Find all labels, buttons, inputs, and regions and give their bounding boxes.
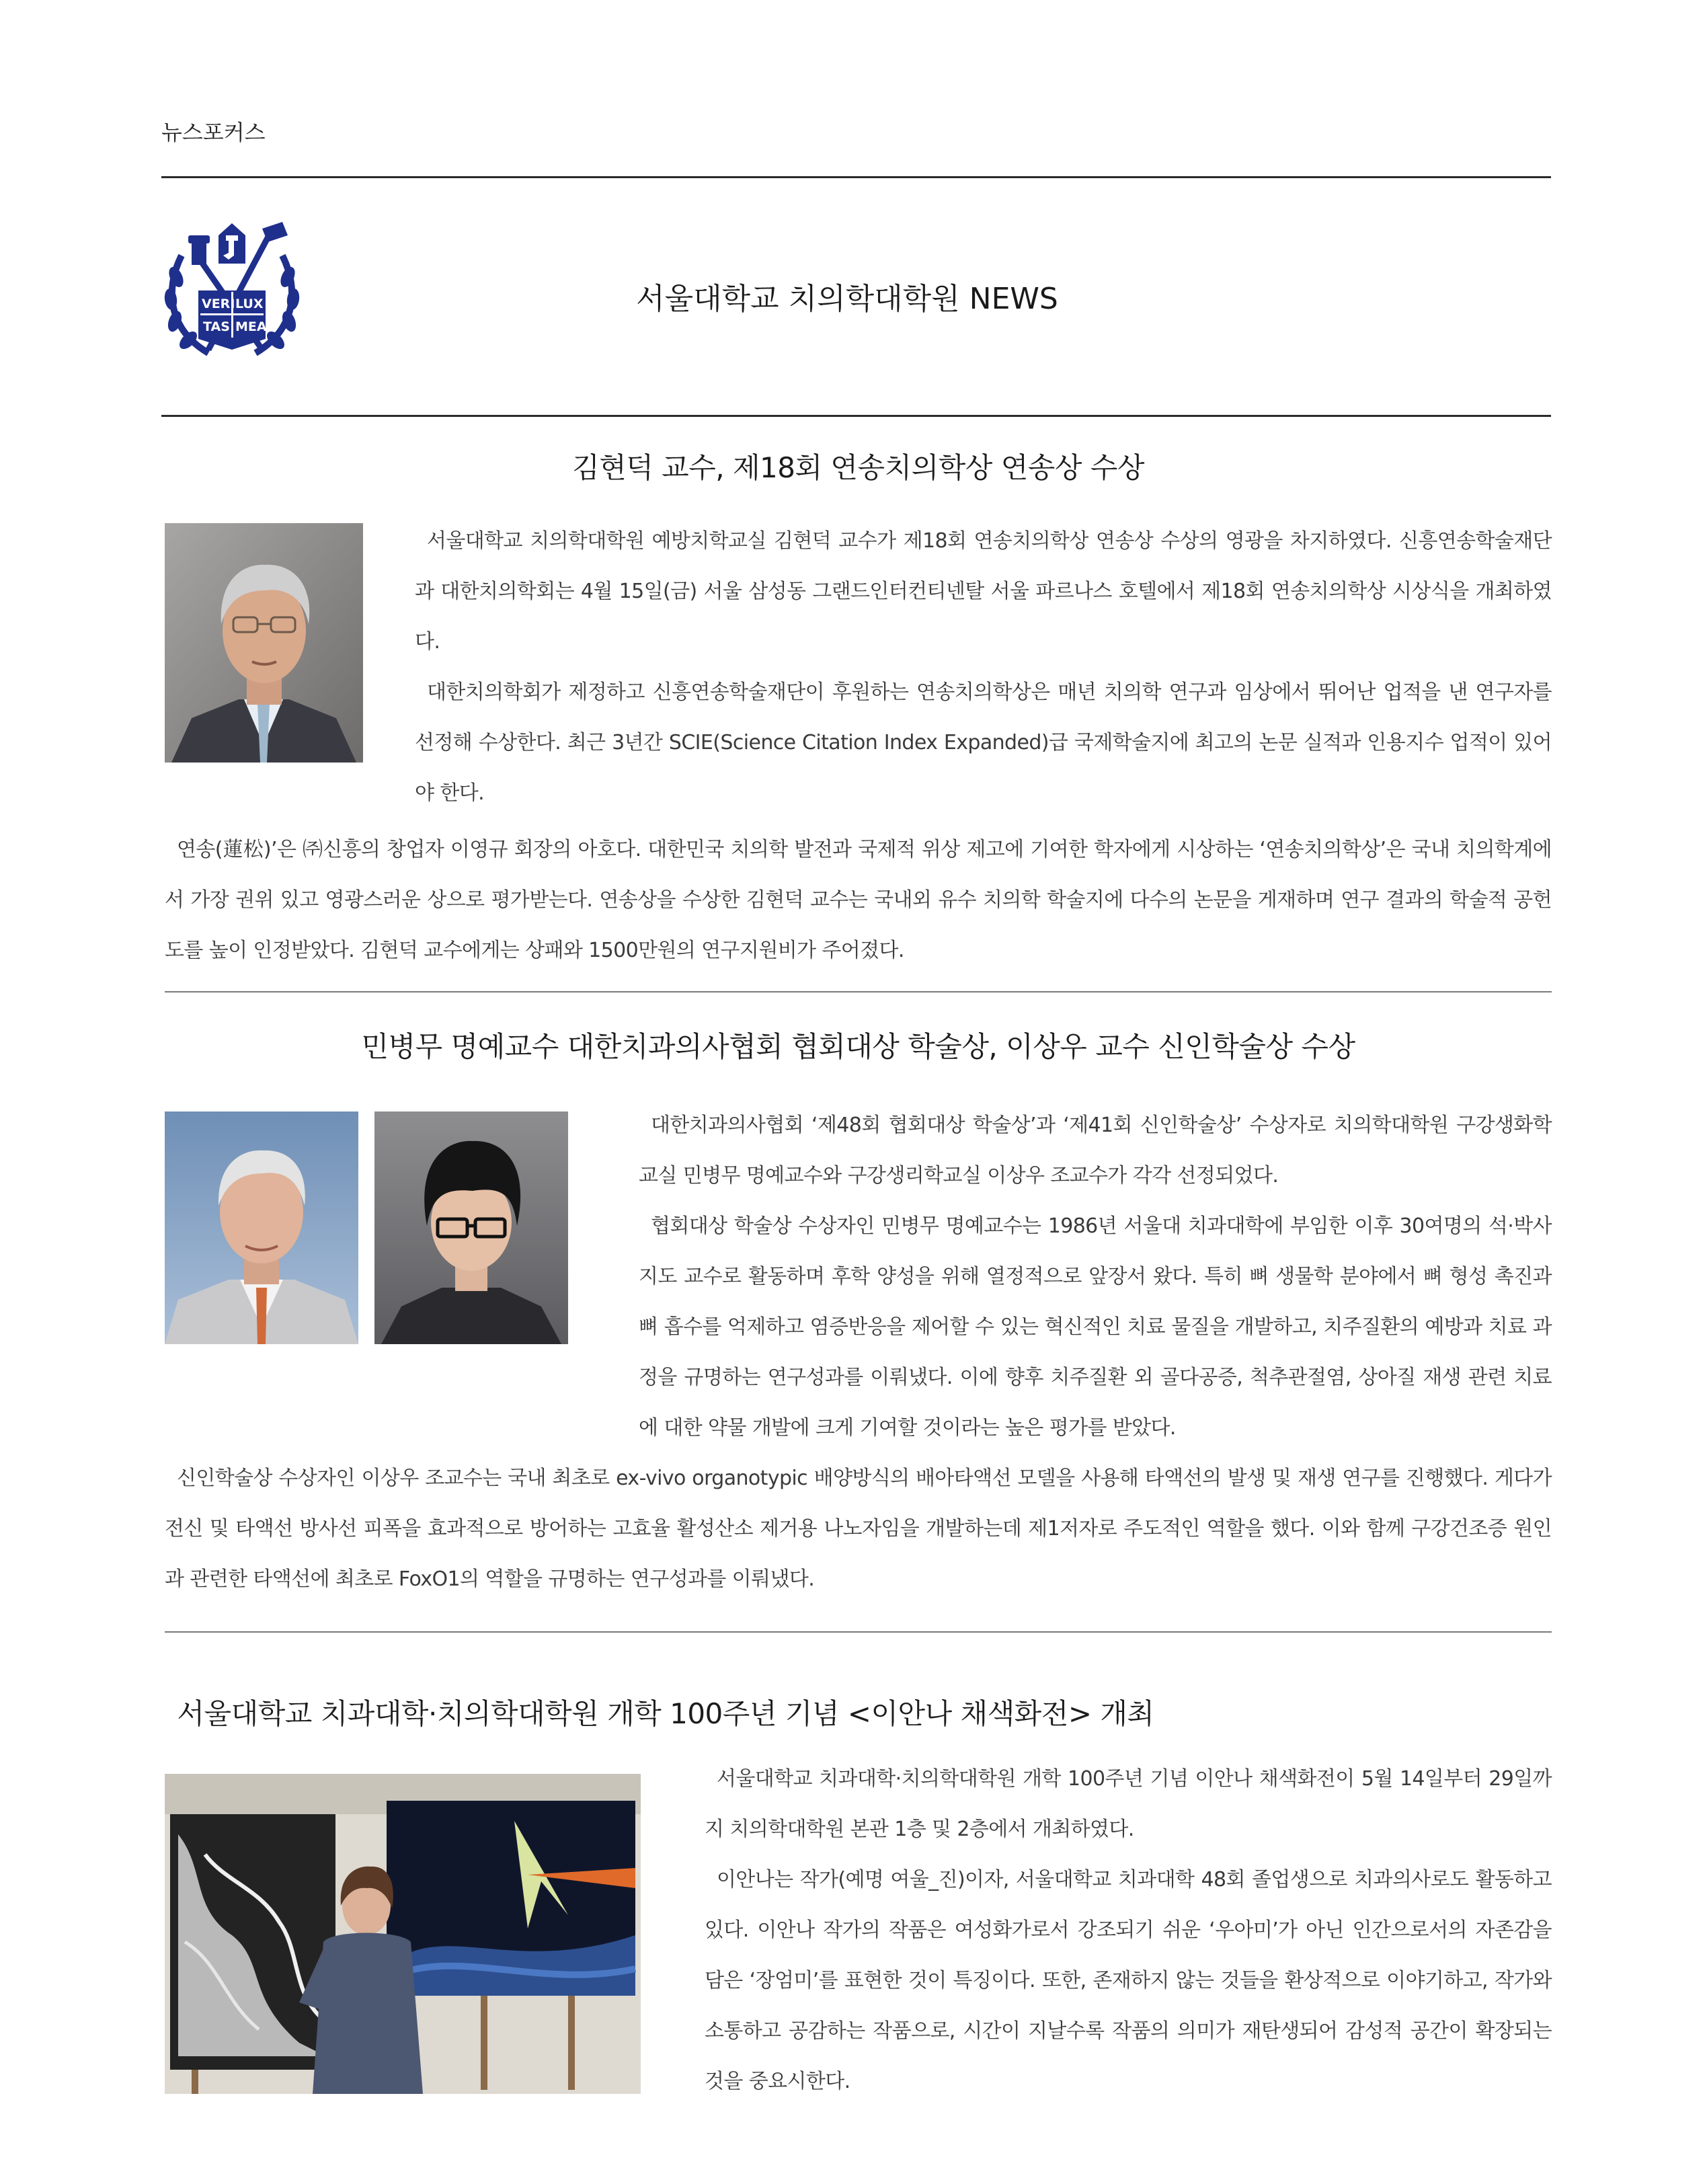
article2-body-top [639, 1100, 1552, 1201]
article1-divider [165, 991, 1552, 992]
article1-paragraph-1: 서울대학교 치의학대학원 예방치학교실 김현덕 교수가 제18회 연송치의학상 연송상 수상의 영광을 차지하였다. 신흥연송학술재단과 대한치의학회는 4월 15일(금) 서울 삼성동 그랜드인터컨티넨탈 서울 파르나스 호텔에서 제18회 연송치의학상 시상식을 개최하였다. [415, 529, 1552, 654]
article1-body-bottom [165, 824, 1552, 976]
logo-text-mea: MEA [235, 319, 267, 334]
article1-portrait [165, 523, 363, 763]
article2-divider [165, 1631, 1552, 1633]
logo-text-veri: VERI [202, 297, 235, 311]
article2-paragraph-1: 대한치과의사협회 ‘제48회 협회대상 학술상’과 ‘제41회 신인학술상’ 수상자로 치의학대학원 구강생화학교실 민병무 명예교수와 구강생리학교실 이상우 조교수가 각각 선정되었다. [639, 1114, 1552, 1187]
article2-paragraph-3: 신인학술상 수상자인 이상우 조교수는 국내 최초로 ex-vivo organotypic 배양방식의 배아타액선 모델을 사용해 타액선의 발생 및 재생 연구를 진행했다. 게다가 전신 및 타액선 방사선 피폭을 효과적으로 방어하는 고효율 활성산소 제거용 나노자임을 개발하는데 제1저자로 주도적인 역할을 했다. 이와 함께 구강건조증 원인과 관련한 타액선에 최초로 FoxO1의 역할을 규명하는 연구성과를 이뤄냈다. [165, 1467, 1552, 1591]
banner-divider [161, 415, 1551, 417]
logo-text-lux: LUX [235, 297, 264, 311]
banner-title: 서울대학교 치의학대학원 NEWS [636, 282, 1058, 316]
article1-title: 김현덕 교수, 제18회 연송치의학상 연송상 수상 [572, 451, 1144, 484]
article1-paragraph-2: 대한치의학회가 제정하고 신흥연송학술재단이 후원하는 연송치의학상은 매년 치의학 연구과 임상에서 뛰어난 업적을 낸 연구자를 선정해 수상한다. 최근 3년간 SCIE(Science Citation Index Expanded)급 국제학술지에 최고의 논문 실적과 인용지수 업적이 있어야 한다. [415, 680, 1552, 805]
article1-body-top [415, 516, 1552, 818]
header-divider [161, 176, 1551, 178]
article2-title: 민병무 명예교수 대한치과의사협회 협회대상 학술상, 이상우 교수 신인학술상 수상 [361, 1030, 1355, 1063]
snu-logo [161, 215, 303, 364]
article3-paragraph-2: 이안나는 작가(예명 여울_진)이자, 서울대학교 치과대학 48회 졸업생으로 치과의사로도 활동하고 있다. 이안나 작가의 작품은 여성화가로서 강조되기 쉬운 ‘우아미’가 아닌 인간으로서의 자존감을 담은 ‘장엄미’를 표현한 것이 특징이다. 또한, 존재하지 않는 것들을 환상적으로 이야기하고, 작가와 소통하고 공감하는 작품으로, 시간이 지날수록 작품의 의미가 재탄생되어 감성적 공간이 확장되는 것을 중요시한다. [705, 1868, 1552, 2093]
article3-paragraph-1: 서울대학교 치과대학·치의학대학원 개학 100주년 기념 이안나 채색화전이 5월 14일부터 29일까지 치의학대학원 본관 1층 및 2층에서 개최하였다. [705, 1767, 1552, 1841]
article3-exhibition-photo [165, 1774, 641, 2094]
article1-paragraph-3: 연송(蓮松)’은 ㈜신흥의 창업자 이영규 회장의 아호다. 대한민국 치의학 발전과 국제적 위상 제고에 기여한 학자에게 시상하는 ‘연송치의학상’은 국내 치의학계에서 가장 권위 있고 영광스러운 상으로 평가받는다. 연송상을 수상한 김현덕 교수는 국내외 유수 치의학 학술지에 다수의 논문을 게재하며 연구 결과의 학술적 공헌도를 높이 인정받았다. 김현덕 교수에게는 상패와 1500만원의 연구지원비가 주어졌다. [165, 838, 1552, 962]
section-label: 뉴스포커스 [161, 120, 266, 145]
article2-paragraph-2: 협회대상 학술상 수상자인 민병무 명예교수는 1986년 서울대 치과대학에 부임한 이후 30여명의 석·박사 지도 교수로 활동하며 후학 양성을 위해 열정적으로 앞장서 왔다. 특히 뼈 생물학 분야에서 뼈 형성 촉진과 뼈 흡수를 억제하고 염증반응을 제어할 수 있는 혁신적인 치료 물질을 개발하고, 치주질환의 예방과 치료 과정을 규명하는 연구성과를 이뤄냈다. 이에 향후 치주질환 외 골다공증, 척추관절염, 상아질 재생 관련 치료에 대한 약물 개발에 크게 기여할 것이라는 높은 평가를 받았다. [639, 1214, 1552, 1440]
article2-body-bottom [165, 1201, 1552, 1604]
article3-body [705, 1754, 1552, 2107]
article3-title: 서울대학교 치과대학·치의학대학원 개학 100주년 기념 <이안나 채색화전> 개최 [177, 1697, 1154, 1730]
logo-text-tas: TAS [203, 319, 230, 334]
